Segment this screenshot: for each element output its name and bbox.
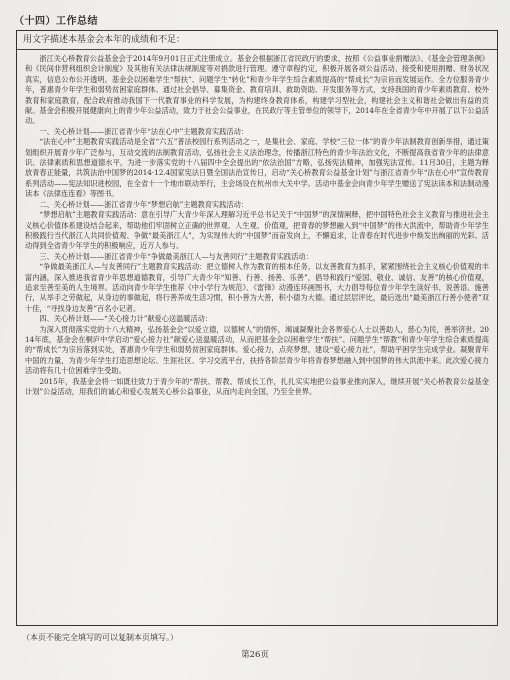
summary-content bbox=[17, 50, 497, 397]
heading-activity-1: 一、关心桥计划——浙江省青少年“法在心中”主题教育实践活动： bbox=[39, 126, 248, 136]
section-title: （十四）工作总结 bbox=[14, 16, 98, 27]
work-summary-box bbox=[16, 30, 498, 626]
paragraph-activity-3: “争做最美浙江人—与友善同行”主题教育实践活动：把立德树人作为教育的根本任务，以友善教育为抓手，紧紧围绕社会主义核心价值观的丰富内涵，深入推进我省青少年思想道德教育，引导广大青少年“知善、行善、扬善、乐善”，倡导和践行“爱国、敬业、诚信、友善”的核心价值观，追求至善至美的人生境界。活动向青少年学生推荐《中小学行为规范》、《雷锋》动漫连环画图书，大力倡导每位青少年学生读好书、说善语、施善行，从举手之劳做起，从身边的事做起，将行善养成生活习惯，积小善为大善，积小德为大德。通过层层评比，最后选出“最美浙江行善小使者”双十佳，“寻找身边友善”百名小记者。 bbox=[25, 262, 489, 313]
paragraph-activity-4: 为深入贯彻落实党的十八大精神，弘扬基金会“以爱立德，以德树人”的情怀，竭诚凝聚社会各界爱心人士以善助人，慈心为民，善举济世。2014年底，基金会在桐庐中学启动“爱心接力社”献爱心送温暖活动，从而把基金会以困难学生“帮扶”、问题学生“帮教”和青少年学生综合素质提高的“帮成长”为宗旨落到实处，普惠青少年学生和弱势贫困家庭群体。爱心接力，点亮梦想，建设“爱心接力社”，帮助平困学生完成学业。凝聚青年中国的力量，为青少年学生打造思想论坛、生涯社区、学习交流平台，扶持各阶层青少年将青春梦想融入到中国梦的伟大洪流中来。此次爱心接力活动将有几十位困难学生受助。 bbox=[25, 324, 489, 376]
paragraph-plan-2015: 2015年，我基金会将一如既往致力于青少年的“帮扶、帮教、帮成长工作，扎扎实实地把公益事业推向深入，继续开展“关心桥教育公益基金计划”公益活动，用我们的诚心和爱心发展关心桥公益事业，从而内走向全国，乃至全世界。 bbox=[25, 376, 489, 396]
footer-note: （本页不能完全填写的可以复制本页填写。） bbox=[22, 633, 178, 642]
heading-activity-4: 四、关心桥计划——“关心接力计”献爱心送温暖活动： bbox=[39, 314, 213, 324]
heading-activity-3: 三、关心桥计划——浙江省青少年“争做最美浙江人—与友善同行”主题教育实践活动： bbox=[39, 251, 313, 261]
page-number: 第26页 bbox=[241, 650, 269, 660]
paragraph-activity-2: “梦想启航”主题教育实践活动：意在引导广大青少年深入理解习近平总书记关于“中国梦”的深情阐释，把中国特色社会主义教育与推进社会主义核心价值体系建设结合起来，帮助他们牢固树立正确的世界观、人生观、价值观，把青春的梦想融入到“中国梦”的伟大洪流中，帮助青少年学生积极践行当代浙江人共同价值观、争做“最美浙江人”，为实现伟大的“中国梦”而奋发向上，不懈追求，让青春在时代进步中焕发出绚丽的光彩。活动得到全省青少年学生的积极响应，近万人参与。 bbox=[25, 210, 489, 251]
heading-activity-2: 二、关心桥计划——浙江省青少年“梦想启航”主题教育实践活动： bbox=[39, 199, 248, 209]
paragraph-intro: 浙江关心桥教育公益基金会于2014年9月01日正式注册成立。基金会根据浙江省民政厅的要求，按照《公益事业捐赠法》、《基金会管理条例》和《民间非营利组织会计制度》及其他有关法律法规制度等对捐款进行管理。遵守章程约定，积极开展各项公益活动、接受和使用捐赠、财务状况真实，信息公布公开透明。基金会以困难学生“帮扶”、问题学生“转化”和青少年学生综合素质提高的“帮成长”为宗旨而发展运作。全方位服务青少年，普惠青少年学生和弱势贫困家庭群体。通过社会倡导、募集资金、教育培训、救助资助、开发服务等方式，支持我国的青少年素质教育、校外教育和家庭教育，配合政府推动我国下一代教育事业的科学发展，为构建终身教育体系，构建学习型社会，构建社会主义和谐社会做出有益的贡献。基金会积极开展健康向上的青少年公益活动，致力于社会公益事业，在民政厅等主管单位的领导下，2014年在全省青少年中开展了以下公益活动。 bbox=[25, 54, 489, 126]
paragraph-activity-1: “法在心中”主题教育实践活动是全省“六五”普法校园行系列活动之一，是集社会、家庭、学校“三位一体”的青少年法制教育创新举措，通过策划组织开展青少年广泛参与，互动交流的法制教育活动，弘扬社会主义法治理念，传播浙江特色的青少年法治文化，不断提高我省青少年的法律意识、法律素质和思想道德水平，为进一步落实党的十八届四中全会提出的“依法治国”方略，弘扬宪法精神，加强宪法宣传。11月30日，主题为释放青春正能量，共筑法治中国梦的2014·12.4国家宪法日暨全国法治宣传日，启动“关心桥教育公益基金计划”与浙江省青少年“法在心中”宣传教育系列活动——宪法知识进校园，在全省十一个地市联动举行，主会场设在杭州市大关中学。活动中基金会向青少年学生赠送了宪法读本和法制动漫读本《法律连连看》等图书。 bbox=[25, 137, 489, 199]
summary-prompt: 用文字描述本基金会本年的成绩和不足： bbox=[17, 31, 497, 50]
